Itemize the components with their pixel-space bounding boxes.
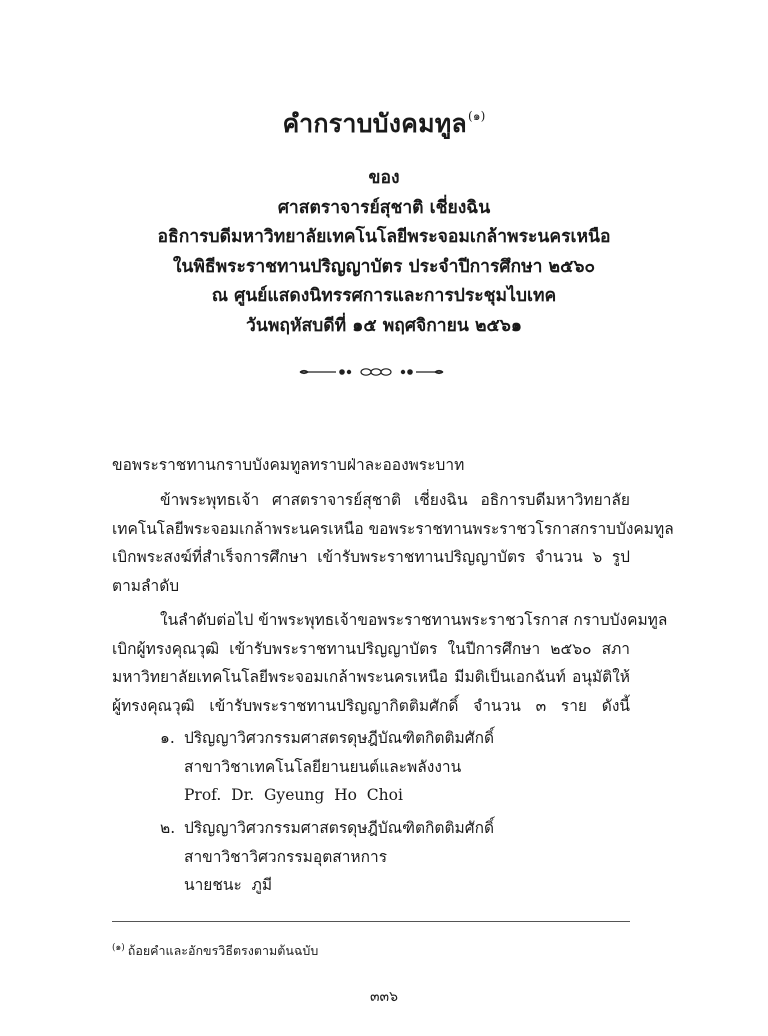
paragraph-line: เบิกพระสงฆ์ที่สำเร็จการศึกษา เข้ารับพระราชทานปริญญาบัตร จำนวน ๖ รูป — [112, 548, 630, 566]
paragraph-line: เบิกผู้ทรงคุณวุฒิ เข้ารับพระราชทานปริญญาบัตร ในปีการศึกษา ๒๕๖๐ สภา — [112, 639, 630, 658]
footnote-mark: (๑) — [112, 943, 125, 953]
paragraph-line: เทคโนโลยีพระจอมเกล้าพระนครเหนือ ขอพระราชทานพระราชวโรกาสกราบบังคมทูล — [112, 519, 674, 538]
title-text: คำกราบบังคมทูล — [282, 109, 467, 138]
letter-body — [112, 450, 674, 720]
footnote — [112, 940, 318, 961]
list-number: ๒. — [160, 819, 176, 837]
paragraph-1 — [112, 486, 674, 600]
page-number: ๓๓๖ — [369, 989, 399, 1005]
degree-name: ปริญญาวิศวกรรมศาสตรดุษฎีบัณฑิตกิตติมศักดิ์ — [184, 729, 495, 747]
honoree-list-item — [160, 724, 630, 810]
salutation: ขอพระราชทานกราบบังคมทูลทราบฝ่าละอองพระบาท — [112, 456, 465, 474]
heading-block — [0, 164, 768, 342]
footnote-divider — [112, 921, 630, 922]
heading-line: ณ ศูนย์แสดงนิทรรศการและการประชุมไบเทค — [211, 286, 557, 307]
decorative-divider — [0, 364, 768, 380]
field-name: สาขาวิชาวิศวกรรมอุตสาหการ — [184, 847, 388, 866]
page-title — [0, 104, 768, 144]
title-footnote-mark: (๑) — [467, 109, 486, 123]
heading-line: ศาสตราจารย์สุชาติ เชี่ยงฉิน — [277, 197, 491, 218]
degree-name: ปริญญาวิศวกรรมศาสตรดุษฎีบัณฑิตกิตติมศักดิ์ — [184, 819, 495, 837]
paragraph-line: ข้าพระพุทธเจ้า ศาสตราจารย์สุชาติ เชี่ยงฉิน อธิการบดีมหาวิทยาลัย — [160, 491, 630, 509]
list-number: ๑. — [160, 729, 175, 747]
honoree-list-item — [160, 814, 630, 900]
paragraph-line: ในลำดับต่อไป ข้าพระพุทธเจ้าขอพระราชทานพระราชวโรกาส กราบบังคมทูล — [160, 611, 668, 629]
honoree-name: นายชนะ ภูมี — [184, 876, 273, 894]
paragraph-2 — [112, 606, 668, 720]
heading-line: วันพฤหัสบดีที่ ๑๕ พฤศจิกายน ๒๕๖๑ — [246, 315, 522, 336]
field-name: สาขาวิชาเทคโนโลยียานยนต์และพลังงาน — [184, 757, 462, 776]
honoree-name: Prof. Dr. Gyeung Ho Choi — [184, 786, 403, 804]
paragraph-line: มหาวิทยาลัยเทคโนโลยีพระจอมเกล้าพระนครเหนือ มีมติเป็นเอกฉันท์ อนุมัติให้ — [112, 668, 630, 686]
paragraph-line: ตามลำดับ — [112, 576, 180, 595]
paragraph-line: ผู้ทรงคุณวุฒิ เข้ารับพระราชทานปริญญากิตติมศักดิ์ จำนวน ๓ ราย ดังนี้ — [112, 696, 630, 715]
heading-line: ในพิธีพระราชทานปริญญาบัตร ประจำปีการศึกษา ๒๕๖๐ — [172, 256, 596, 277]
heading-line: ของ — [368, 168, 400, 188]
footnote-text: ถ้อยคำและอักขรวิธีตรงตามต้นฉบับ — [127, 943, 319, 958]
heading-line: อธิการบดีมหาวิทยาลัยเทคโนโลยีพระจอมเกล้าพระนครเหนือ — [157, 227, 611, 248]
